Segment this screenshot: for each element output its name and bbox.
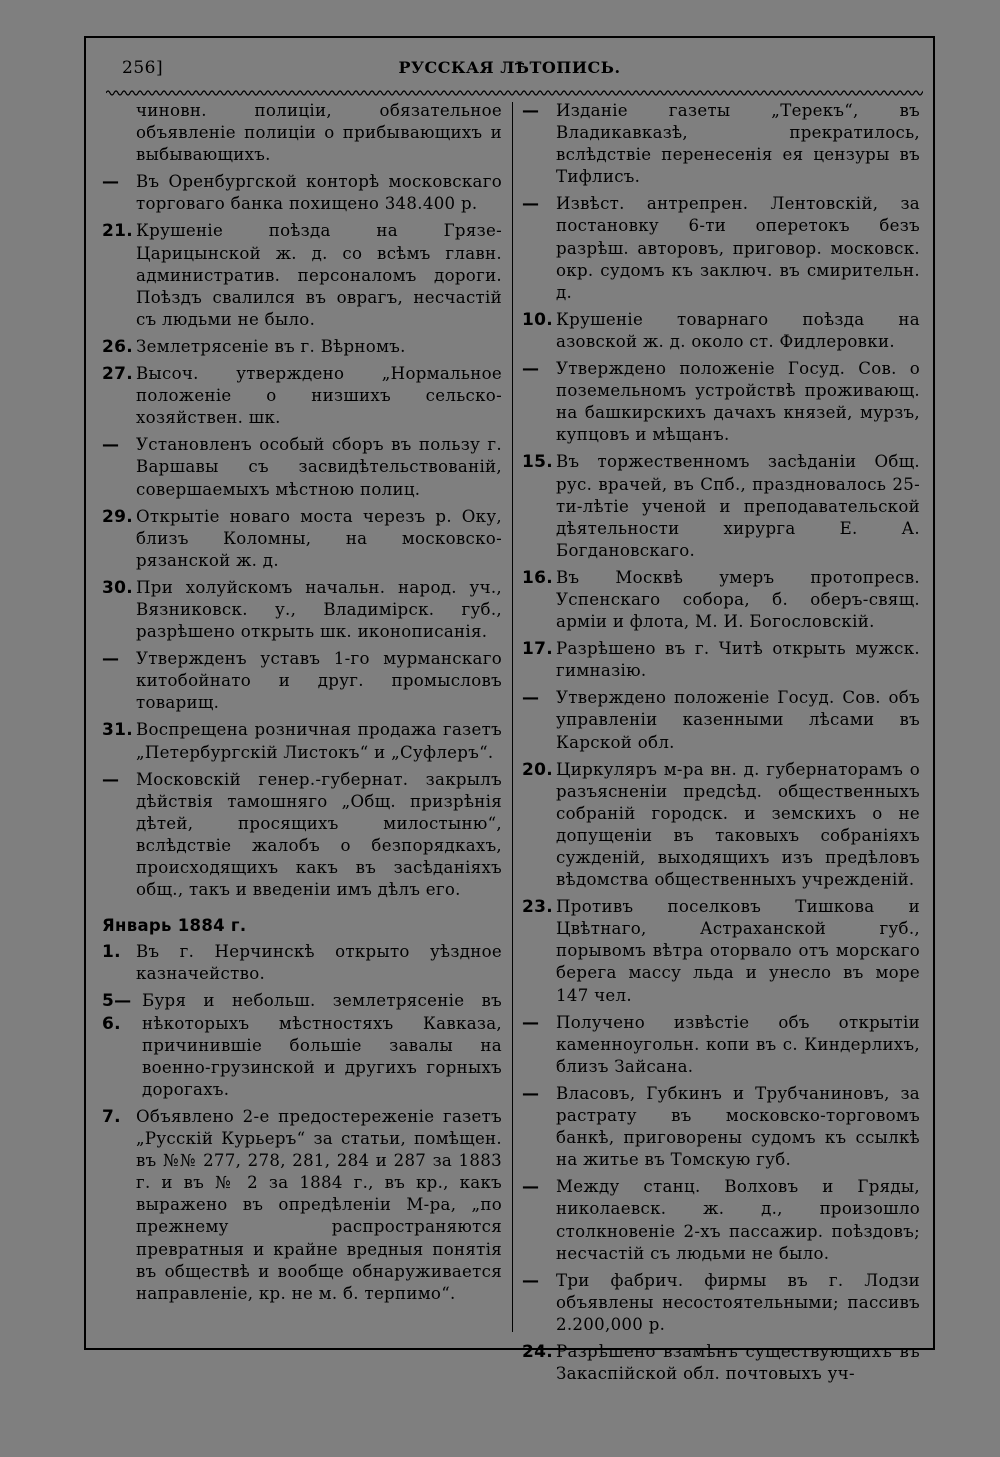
entry-text: Московскій генер.-губернат. закрылъ дѣйствія тамошняго „Общ. призрѣнія дѣтей, просящихъ милостыню“, вслѣдствіе жалобъ о безпорядкахъ, происходящихъ какъ въ засѣданіяхъ общ., такъ и введеніи имъ дѣлъ его. [136, 769, 502, 900]
entry-text: Высоч. утверждено „Нормальное положеніе о низшихъ сельско-хозяйствен. шк. [136, 364, 502, 428]
entry-date-marker: 1. [102, 942, 121, 963]
page-number: 256] [122, 58, 164, 78]
chronicle-entry [102, 648, 502, 714]
entry-date-marker: — [522, 1177, 540, 1198]
entry-text: При холуйскомъ начальн. народ. уч., Вязниковск. у., Владимірск. губ., разрѣшено открыть шк. иконописанія. [136, 577, 502, 642]
entry-text: Между станц. Волховъ и Гряды, николаевск. ж. д., произошло столкновеніе 2-хъ пассажир. поѣздовъ; несчастій съ людьми не было. [556, 1177, 920, 1263]
entry-date-marker: — [522, 194, 540, 215]
entry-text: Въ Оренбургской конторѣ московскаго торговаго банка похищено 348.400 р. [136, 172, 502, 214]
entry-text: Извѣст. антрепрен. Лентовскій, за постановку 6-ти оперетокъ безъ разрѣш. авторовъ, приговор. московск. окр. судомъ къ заключ. въ смирительн. д. [556, 194, 920, 302]
running-title: РУССКАЯ ЛѢТОПИСЬ. [398, 58, 621, 77]
chronicle-entry [522, 1176, 920, 1264]
entry-date-marker: — [522, 1270, 540, 1291]
entry-text: Землетрясеніе въ г. Вѣрномъ. [136, 336, 406, 356]
chronicle-entry [522, 687, 920, 753]
entry-date-marker: 10. [522, 309, 554, 330]
entry-date-marker: — [522, 1083, 540, 1104]
chronicle-entry [102, 506, 502, 572]
entry-text: Власовъ, Губкинъ и Трубчаниновъ, за растрату въ московско-торговомъ банкѣ, приговорены судомъ къ ссылкѣ на житье въ Томскую губ. [556, 1083, 920, 1170]
entry-text: Объявлено 2-е предостереженіе газетъ „Русскій Курьеръ“ за статьи, помѣщен. въ №№ 277, 278, 281, 284 и 287 за 1883 г. и въ № 2 за 1884 г., въ кр., какъ выражено въ опредѣленіи М-ра, „по прежнему распространяются превратныя и крайне вредныя понятія въ обществѣ и вообще обнаруживается направленіе, кр. не м. б. терпимо“. [136, 1106, 502, 1303]
entry-date-marker: 26. [102, 336, 134, 357]
entry-date-marker: — [102, 649, 120, 670]
entry-text: Буря и небольш. землетрясеніе въ нѣкоторыхъ мѣстностяхъ Кавказа, причинившіе большіе завалы на военно-грузинской и другихъ горныхъ дорогахъ. [142, 991, 502, 1099]
right-column [522, 100, 920, 1385]
chronicle-entry [522, 193, 920, 303]
entry-text: Въ г. Нерчинскѣ открыто уѣздное казначейство. [136, 942, 502, 984]
entry-date-marker: 24. [522, 1341, 554, 1362]
entry-date-marker: 30. [102, 577, 134, 598]
chronicle-entry [102, 171, 502, 215]
column-divider [512, 102, 513, 1332]
chronicle-entry [102, 363, 502, 429]
page-header [86, 58, 933, 88]
chronicle-entry [522, 451, 920, 561]
wavy-rule [106, 88, 923, 98]
chronicle-entry [102, 577, 502, 643]
chronicle-entry [102, 220, 502, 330]
entry-text: Установленъ особый сборъ въ пользу г. Варшавы съ засвидѣтельствованій, совершаемыхъ мѣстною полиц. [136, 435, 502, 499]
entry-date-marker: — [102, 172, 120, 193]
entry-text: Утвержденъ уставъ 1-го мурманскаго китобойнато и друг. промысловъ товарищ. [136, 649, 502, 713]
chronicle-entry [522, 1083, 920, 1171]
entry-text: Утверждено положеніе Госуд. Сов. объ управленіи казенными лѣсами въ Карской обл. [556, 688, 920, 752]
chronicle-entry [522, 759, 920, 892]
entry-date-marker: 23. [522, 897, 554, 918]
chronicle-entry [102, 434, 502, 500]
chronicle-entry [102, 941, 502, 985]
entry-date-marker: 27. [102, 364, 134, 385]
entry-text: Разрѣшено взамѣнъ существующихъ въ Закаспійской обл. почтовыхъ уч- [556, 1341, 920, 1384]
entry-text: Изданіе газеты „Терекъ“, въ Владикавказѣ, прекратилось, вслѣдствіе перенесенія ея цензуры въ Тифлисъ. [556, 101, 920, 187]
entry-date-marker: — [102, 435, 120, 456]
entry-text: чиновн. полиціи, обязательное объявленіе полиціи о прибывающихъ и выбывающихъ. [136, 101, 502, 165]
entry-date-marker: — [522, 688, 540, 709]
chronicle-entry [102, 990, 502, 1100]
page-frame [84, 36, 935, 1384]
left-column [102, 100, 502, 1305]
chronicle-entry [522, 100, 920, 188]
entry-date-marker: 15. [522, 452, 554, 473]
entry-text: Воспрещена розничная продажа газетъ „Петербургскій Листокъ“ и „Суфлеръ“. [136, 720, 502, 762]
entry-text: Крушеніе товарнаго поѣзда на азовской ж. д. около ст. Фидлеровки. [556, 309, 920, 351]
chronicle-entry [522, 567, 920, 633]
chronicle-entry [102, 100, 502, 166]
chronicle-entry [522, 1012, 920, 1078]
entry-date-marker: 29. [102, 506, 134, 527]
chronicle-entry [102, 769, 502, 902]
entry-date-marker: — [102, 769, 120, 790]
entry-text: Крушеніе поѣзда на Грязе-Царицынской ж. д. со всѣмъ главн. административ. персоналомъ дороги. Поѣздъ свалился въ оврагъ, несчастій съ людьми не было. [136, 221, 502, 329]
entry-text: Противъ поселковъ Тишкова и Цвѣтнаго, Астраханской губ., порывомъ вѣтра оторвало отъ морскаго берега массу льда и унесло въ море 147 чел. [556, 897, 920, 1005]
entry-date-marker: — [522, 101, 540, 121]
entry-date-marker: 20. [522, 759, 554, 780]
entry-date-marker: 5—6. [102, 991, 132, 1034]
entry-date-marker: 21. [102, 221, 134, 242]
entry-text: Циркуляръ м-ра вн. д. губернаторамъ о разъясненіи предсѣд. общественныхъ собраній городск. и земскихъ о не допущеніи въ таковыхъ собраніяхъ сужденій, выходящихъ изъ предѣловъ вѣдомства общественныхъ учрежденій. [556, 759, 920, 890]
chronicle-entry [522, 1341, 920, 1385]
month-heading: Январь 1884 г. [102, 916, 247, 936]
entry-date-marker: — [522, 1012, 540, 1033]
chronicle-entry [522, 638, 920, 682]
chronicle-entry [522, 1270, 920, 1336]
entry-text: Разрѣшено въ г. Читѣ открыть мужск. гимназію. [556, 639, 920, 681]
entry-date-marker: 7. [102, 1106, 121, 1127]
chronicle-entry [102, 719, 502, 763]
entry-text: Въ Москвѣ умеръ протопресв. Успенскаго собора, б. оберъ-свящ. арміи и флота, М. И. Богословскій. [556, 567, 920, 632]
entry-text: Три фабрич. фирмы въ г. Лодзи объявлены несостоятельными; пассивъ 2.200,000 р. [556, 1270, 920, 1334]
chronicle-entry [522, 358, 920, 446]
chronicle-entry [102, 336, 502, 358]
chronicle-entry [102, 1106, 502, 1305]
entry-text: Открытіе новаго моста черезъ р. Оку, близъ Коломны, на московско-рязанской ж. д. [136, 506, 502, 570]
chronicle-entry [522, 896, 920, 1006]
entry-date-marker: 16. [522, 567, 554, 588]
entry-text: Въ торжественномъ засѣданіи Общ. рус. врачей, въ Спб., праздновалось 25-ти-лѣтіе ученой и преподавательской дѣятельности хирурга Е. А. Богдановскаго. [556, 452, 920, 560]
entry-date-marker: — [522, 359, 540, 380]
chronicle-entry [522, 309, 920, 353]
entry-date-marker: 17. [522, 639, 554, 660]
entry-text: Получено извѣстіе объ открытіи каменноугольн. копи въ с. Киндерлихъ, близъ Зайсана. [556, 1012, 920, 1076]
entry-date-marker: 31. [102, 720, 134, 741]
entry-text: Утверждено положеніе Госуд. Сов. о поземельномъ устройствѣ проживающ. на башкирскихъ дачахъ князей, мурзъ, купцовъ и мѣщанъ. [556, 359, 920, 445]
